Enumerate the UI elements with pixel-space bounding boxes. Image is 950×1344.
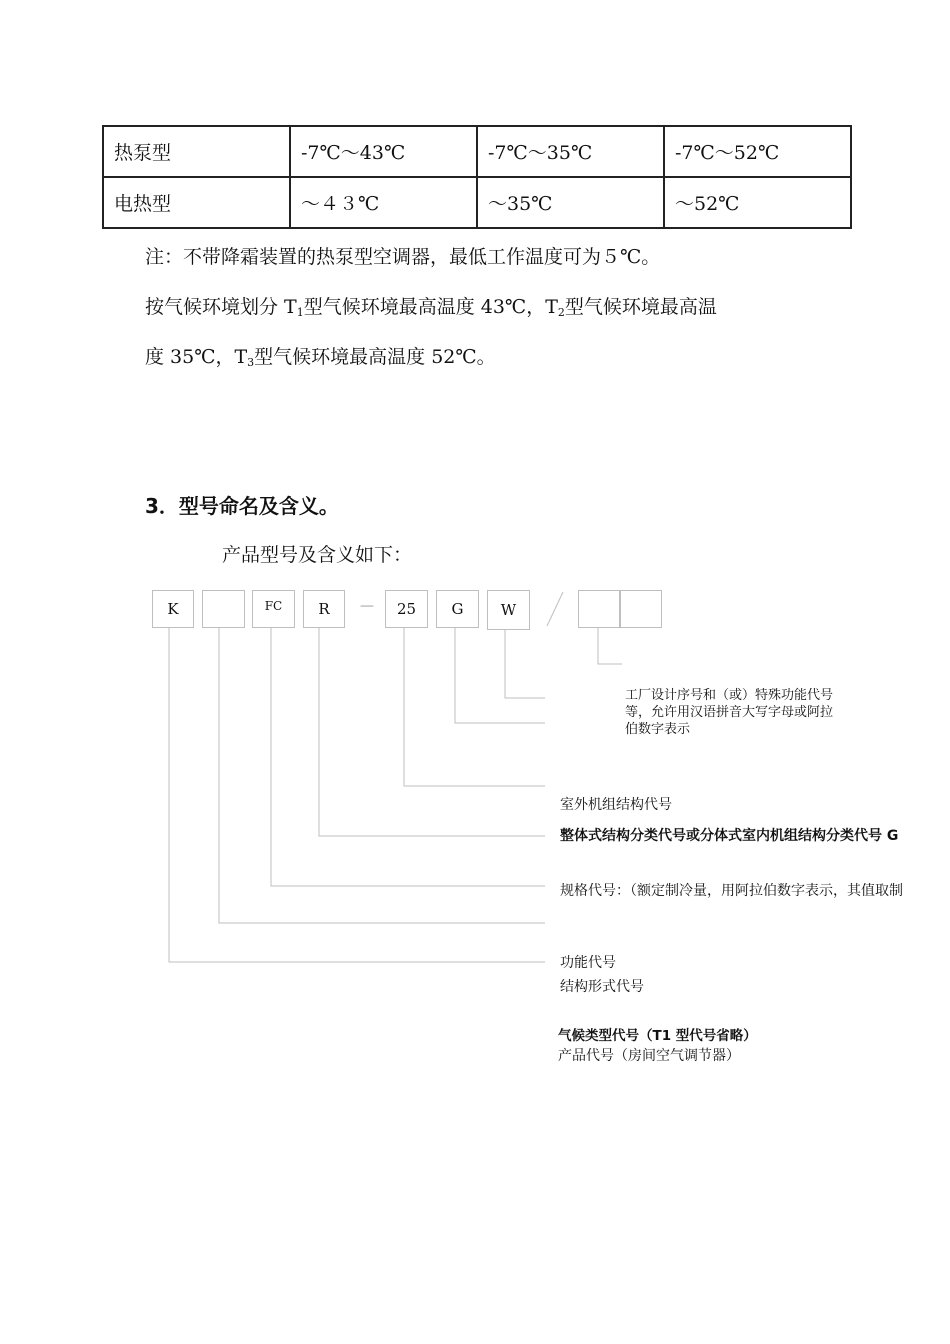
model-box-25: 25 [385, 590, 428, 628]
dash-separator: — [360, 598, 374, 614]
label-factory-line-1: 工厂设计序号和（或）特殊功能代号 [625, 688, 834, 703]
model-box-fc: FC [252, 590, 295, 628]
connector-line [319, 628, 545, 836]
label-product-code: 产品代号（房间空气调节器） [558, 1048, 740, 1064]
table-cell: -7℃～35℃ [477, 126, 664, 177]
connector-line [169, 628, 545, 962]
text-span: 按气候环境划分 T [145, 296, 297, 318]
connector-line [404, 628, 545, 786]
text-span: 型气候环境最高温度 43℃，T [303, 296, 558, 318]
table-cell: -7℃～52℃ [664, 126, 851, 177]
table-cell: 热泵型 [103, 126, 290, 177]
model-box-blank [578, 590, 620, 628]
connector-line [219, 628, 545, 923]
subscript: 1 [296, 306, 304, 319]
text-span: 型气候环境最高温度 52℃。 [254, 346, 496, 368]
connector-line [598, 628, 622, 664]
text-span: 度 35℃，T [145, 346, 248, 368]
label-outdoor-code: 室外机组结构代号 [560, 797, 672, 813]
label-spec-code: 规格代号：（额定制冷量，用阿拉伯数字表示，其值取制 [560, 883, 903, 899]
connector-line [271, 628, 545, 886]
model-box-k: K [152, 590, 194, 628]
note-text: 注：不带降霜装置的热泵型空调器，最低工作温度可为５℃。 [145, 246, 661, 268]
label-structure-code: 结构形式代号 [560, 979, 644, 995]
table-cell: ～52℃ [664, 177, 851, 228]
label-factory-line-3: 伯数字表示 [625, 722, 691, 737]
section-title: 3．型号命名及含义。 [145, 494, 339, 518]
section-intro: 产品型号及含义如下： [222, 544, 413, 566]
connector-line [505, 630, 545, 698]
subscript: 2 [557, 306, 565, 319]
text-span: 型气候环境最高温 [564, 296, 717, 318]
model-box-r: R [303, 590, 345, 628]
table-cell: ～35℃ [477, 177, 664, 228]
subscript: 3 [247, 356, 255, 369]
label-climate-code: 气候类型代号（T1 型代号省略） [558, 1028, 757, 1044]
slash-separator [543, 590, 567, 628]
model-box-g: G [436, 590, 479, 628]
model-box-blank [202, 590, 245, 628]
table-cell: -7℃～43℃ [290, 126, 477, 177]
label-factory-line-2: 等，允许用汉语拼音大写字母或阿拉 [625, 705, 834, 720]
table-cell: 电热型 [103, 177, 290, 228]
model-box-blank [620, 590, 662, 628]
model-box-w: W [487, 590, 530, 630]
table-cell: ～４３℃ [290, 177, 477, 228]
label-indoor-code: 整体式结构分类代号或分体式室内机组结构分类代号 G [560, 828, 899, 844]
connector-line [455, 628, 545, 723]
label-function-code: 功能代号 [560, 955, 616, 971]
